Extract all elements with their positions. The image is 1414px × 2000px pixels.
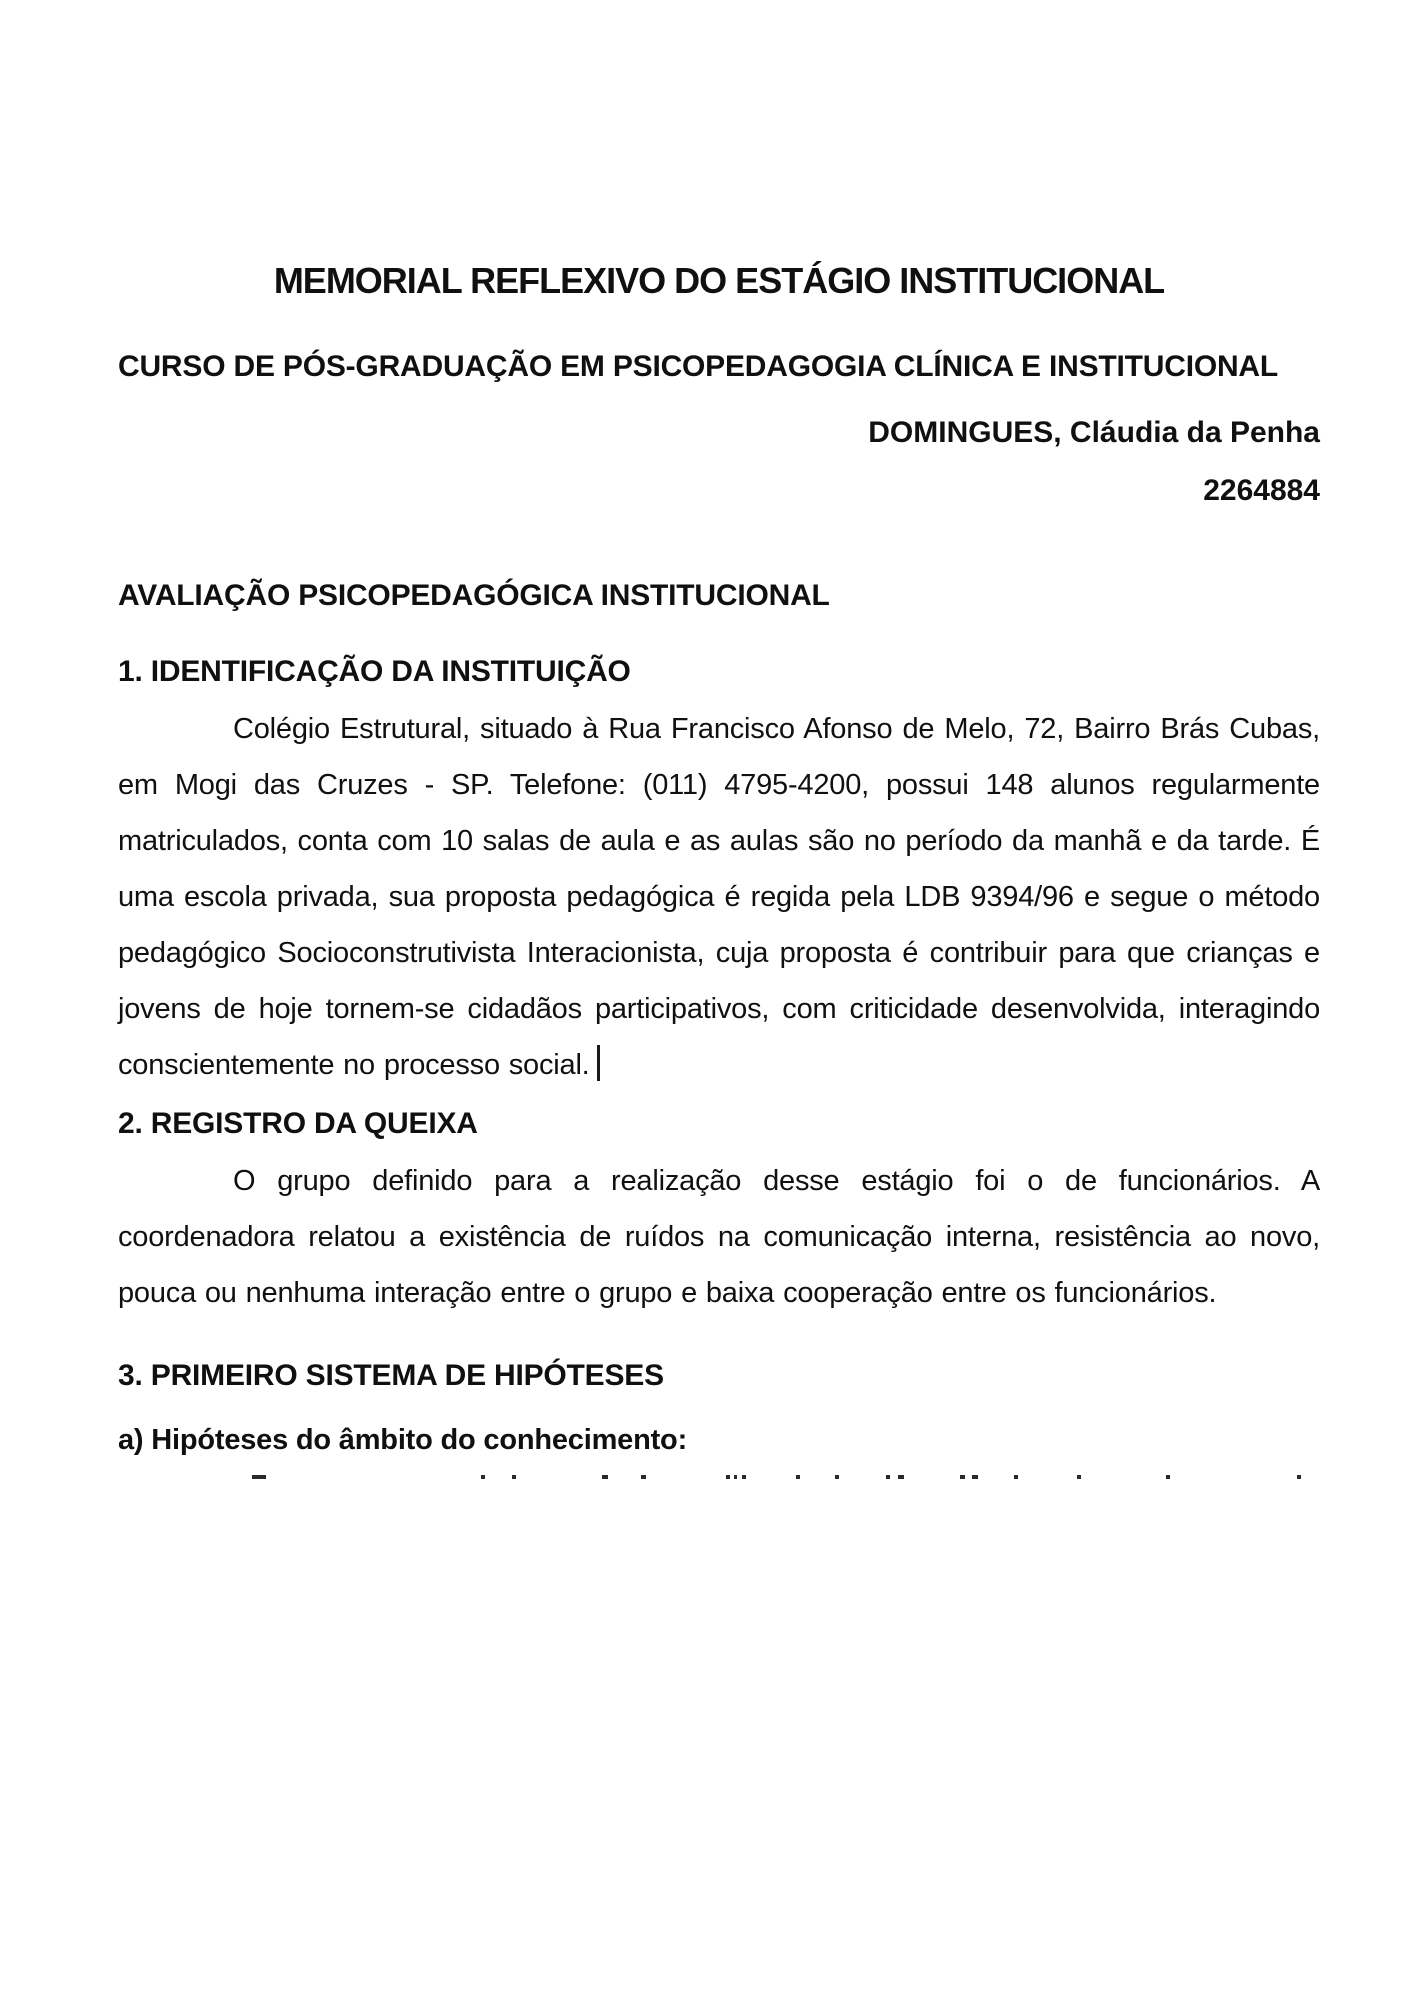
course-heading[interactable]: CURSO DE PÓS-GRADUAÇÃO EM PSICOPEDAGOGIA CLÍNICA E INSTITUCIONAL xyxy=(118,350,1279,383)
student-id-number[interactable]: 2264884 xyxy=(1203,474,1320,507)
heading-registro-queixa[interactable]: 2. REGISTRO DA QUEIXA xyxy=(118,1107,478,1140)
document-title[interactable]: MEMORIAL REFLEXIVO DO ESTÁGIO INSTITUCIONAL xyxy=(273,260,1165,301)
heading-avaliacao-psicopedagogica[interactable]: AVALIAÇÃO PSICOPEDAGÓGICA INSTITUCIONAL xyxy=(118,579,830,612)
heading-primeiro-sistema-hipoteses[interactable]: 3. PRIMEIRO SISTEMA DE HIPÓTESES xyxy=(118,1359,664,1392)
cutoff-line-fragments xyxy=(118,1475,1320,1485)
paragraph-identificacao-text[interactable]: Colégio Estrutural, situado à Rua Francisco Afonso de Melo, 72, Bairro Brás Cubas, em Mogi das Cruzes - SP. Telefone: (011) 4795-4200, possui 148 alunos regularmente matriculados, conta com 10 salas de aula e as aulas são no período da manhã e da tarde. É uma escola privada, sua proposta pedagógica é regida pela LDB 9394/96 e segue o método pedagógico Socioconstrutivista Interacionista, cuja proposta é contribuir para que crianças e jovens de hoje tornem-se cidadãos participativos, com criticidade desenvolvida, interagindo conscientemente no processo social. xyxy=(118,713,1320,1081)
paragraph-identificacao[interactable] xyxy=(118,701,1320,1093)
heading-identificacao-instituicao[interactable]: 1. IDENTIFICAÇÃO DA INSTITUIÇÃO xyxy=(118,655,631,688)
author-line[interactable]: DOMINGUES, Cláudia da Penha xyxy=(868,416,1320,449)
paragraph-registro-queixa[interactable]: O grupo definido para a realização desse estágio foi o de funcionários. A coordenadora relatou a existência de ruídos na comunicação interna, resistência ao novo, pouca ou nenhuma interação entre o grupo e baixa cooperação entre os funcionários. xyxy=(118,1165,1320,1309)
text-cursor xyxy=(597,1045,600,1081)
subheading-hipoteses-conhecimento[interactable]: a) Hipóteses do âmbito do conhecimento: xyxy=(118,1424,688,1456)
